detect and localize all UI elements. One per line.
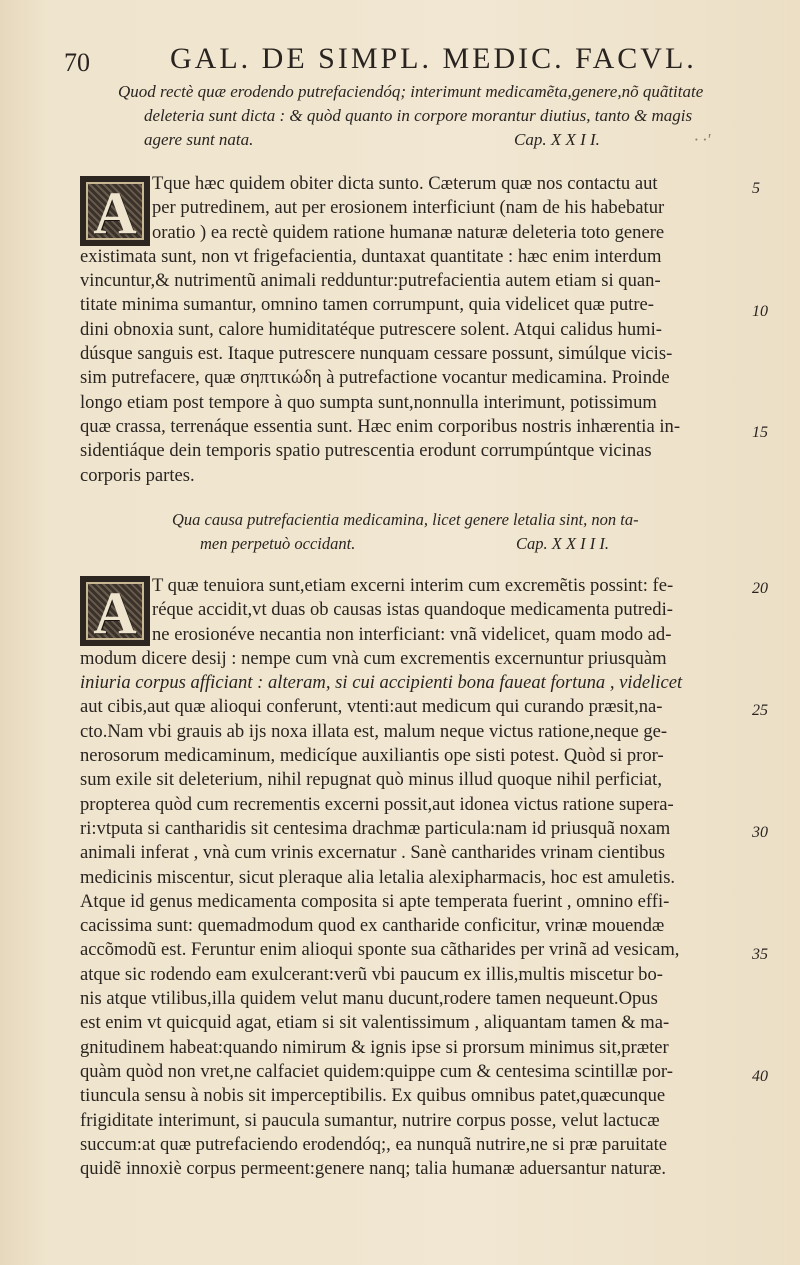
text-line: Tque hæc quidem obiter dicta sunto. Cæterum quæ nos contactu aut — [152, 173, 658, 194]
text-line: sidentiáque dein temporis spatio putrescentia erodunt corrumpúntque vicinas — [80, 440, 652, 462]
text-line: atque sic rodendo eam exulcerant:verũ vbi paucum ex illis,multis miscetur bo- — [80, 963, 663, 985]
margin-line-number: 5 — [752, 180, 760, 197]
text-line: dini obnoxia sunt, calore humiditatéque putrescere solent. Atqui calidus humi- — [80, 318, 662, 340]
text-line: medicinis miscentur, sicut pleraque alia letalia alexipharmacis, hoc est amuletis. — [80, 866, 676, 888]
margin-line-number: 15 — [752, 424, 768, 441]
text-line: nis atque vtilibus,illa quidem velut manu ducunt,rodere tamen nequeunt.Opus — [80, 988, 658, 1010]
text-line: animali inferat , vnà cum vrinis excernatur . Sanè cantharides vrinam cientibus — [80, 842, 665, 864]
text-line: ri:vtputa si cantharidis sit centesima drachmæ particula:nam id priusquã noxam — [80, 817, 671, 839]
chapter-23-body — [80, 574, 760, 1181]
text-line: cto.Nam vbi grauis ab ijs noxa illata est, malum neque victus ratione,neque ge- — [80, 720, 668, 742]
text-line: gnitudinem habeat:quando nimirum & ignis ipse si prorsum minimus sit,præter — [80, 1036, 669, 1058]
margin-line-number: 30 — [752, 824, 768, 841]
text-line: modum dicere desij : nempe cum vnà cum excrementis excernuntur priusquàm — [80, 647, 667, 669]
text-line: iniuria corpus afficiant : alteram, si cui accipienti bona faueat fortuna , videlicet — [80, 672, 683, 694]
margin-mark: · ·' — [694, 130, 711, 149]
text-line: accõmodũ est. Feruntur enim alioqui sponte sua cãtharides per vrinã ad vesicam, — [80, 939, 680, 961]
heading-line: Qua causa putrefacientia medicamina, licet genere letalia sint, non ta- — [172, 510, 639, 529]
folio-number: 70 — [64, 48, 90, 77]
text-line: aut cibis,aut quæ alioqui conferunt, vtenti:aut medicum qui curando præsit,na- — [80, 696, 663, 718]
text-line: existimata sunt, non vt frigefacientia, duntaxat quantitate : hæc enim interdum — [80, 245, 662, 267]
text-line: tiuncula sensu à nobis sit imperceptibilis. Ex quibus omnibus patet,quæcunque — [80, 1085, 666, 1107]
text-line: longo etiam post tempore à quo sumpta sunt,nonnulla interimunt, potissimum — [80, 391, 657, 413]
chapter-number: Cap. X X I I I. — [516, 534, 610, 553]
margin-line-number: 35 — [752, 946, 768, 963]
text-line: succum:at quæ putrefaciendo erodendóq;, ea nunquã nutrire,ne si præ paruitate — [80, 1133, 668, 1155]
margin-line-number: 40 — [752, 1068, 768, 1085]
text-line: Atque id genus medicamenta composita si apte temperata fuerint , omnino effi- — [80, 890, 670, 912]
heading-line: Quod rectè quæ erodendo putrefaciendóq; interimunt medicamẽta,genere,nõ quãtitate — [118, 82, 704, 101]
text-line: frigiditate interimunt, si paucula sumantur, nutrire corpus posse, velut lactucæ — [80, 1109, 660, 1131]
running-title: GAL. DE SIMPL. MEDIC. FACVL. — [170, 42, 697, 75]
chapter-22-body — [80, 172, 760, 488]
text-line: sum exile sit deleterium, nihil repugnat quò minus illud quoque nihil perficiat, — [80, 769, 662, 791]
chapter-23-heading — [172, 508, 732, 558]
text-line: réque accidit,vt duas ob causas istas quandoque medicamenta putredi- — [152, 599, 673, 621]
text-line: nerosorum medicaminum, medicíque auxiliantis ope sisti potest. Quòd si pror- — [80, 745, 664, 767]
text-line: oratio ) ea rectè quidem ratione humanæ naturæ deleteria toto genere — [152, 221, 665, 243]
initial-letter: A — [93, 580, 137, 646]
margin-line-number: 10 — [752, 303, 768, 320]
heading-line: deleteria sunt dicta : & quòd quanto in corpore morantur diutius, tanto & magis — [144, 106, 693, 125]
text-line: est enim vt quicquid agat, etiam si sit valentissimum , aliquantam tamen & ma- — [80, 1012, 670, 1034]
heading-line: agere sunt nata. — [144, 130, 254, 149]
text-line: corporis partes. — [80, 464, 195, 486]
text-line: per putredinem, aut per erosionem interficiunt (nam de his habebatur — [152, 197, 665, 219]
text-line: quàm quòd non vret,ne calfaciet quidem:quippe cum & centesima scintillæ por- — [80, 1060, 673, 1082]
initial-letter: A — [93, 180, 137, 246]
text-line: titate minima sumantur, omnino tamen corrumpunt, quia videlicet quæ putre- — [80, 294, 654, 316]
margin-line-number: 25 — [752, 702, 768, 719]
heading-line: men perpetuò occidant. — [200, 534, 356, 553]
margin-line-number: 20 — [752, 580, 768, 597]
text-line: propterea quòd cum recrementis excerni possit,aut idonea victus ratione supera- — [80, 793, 674, 815]
chapter-number: Cap. X X I I. — [514, 130, 600, 149]
text-line: dúsque sanguis est. Itaque putrescere nunquam cessare possunt, simúlque vicis- — [80, 343, 673, 365]
text-line: quidẽ innoxiè corpus permeent:genere nanq; talia humanæ aduersantur naturæ. — [80, 1158, 667, 1180]
text-line: quæ crassa, terrenáque essentia sunt. Hæc enim corporibus nostris inhærentia in- — [80, 415, 681, 437]
chapter-22-heading — [118, 80, 728, 156]
text-line: vincuntur,& nutrimentũ animali redduntur:putrefacientia autem etiam si quan- — [80, 270, 661, 292]
text-line: cacissima sunt: quemadmodum quod ex cantharide conficitur, vrinæ mouendæ — [80, 915, 665, 937]
text-line: T quæ tenuiora sunt,etiam excerni interim cum excremẽtis possint: fe- — [152, 575, 674, 596]
running-head — [0, 40, 800, 80]
text-line: sim putrefacere, quæ σηπτικώδη à putrefactione vocantur medicamina. Proinde — [80, 367, 670, 389]
text-line: ne erosionéve necantia non interficiant: vnã videlicet, quam modo ad- — [152, 623, 672, 645]
